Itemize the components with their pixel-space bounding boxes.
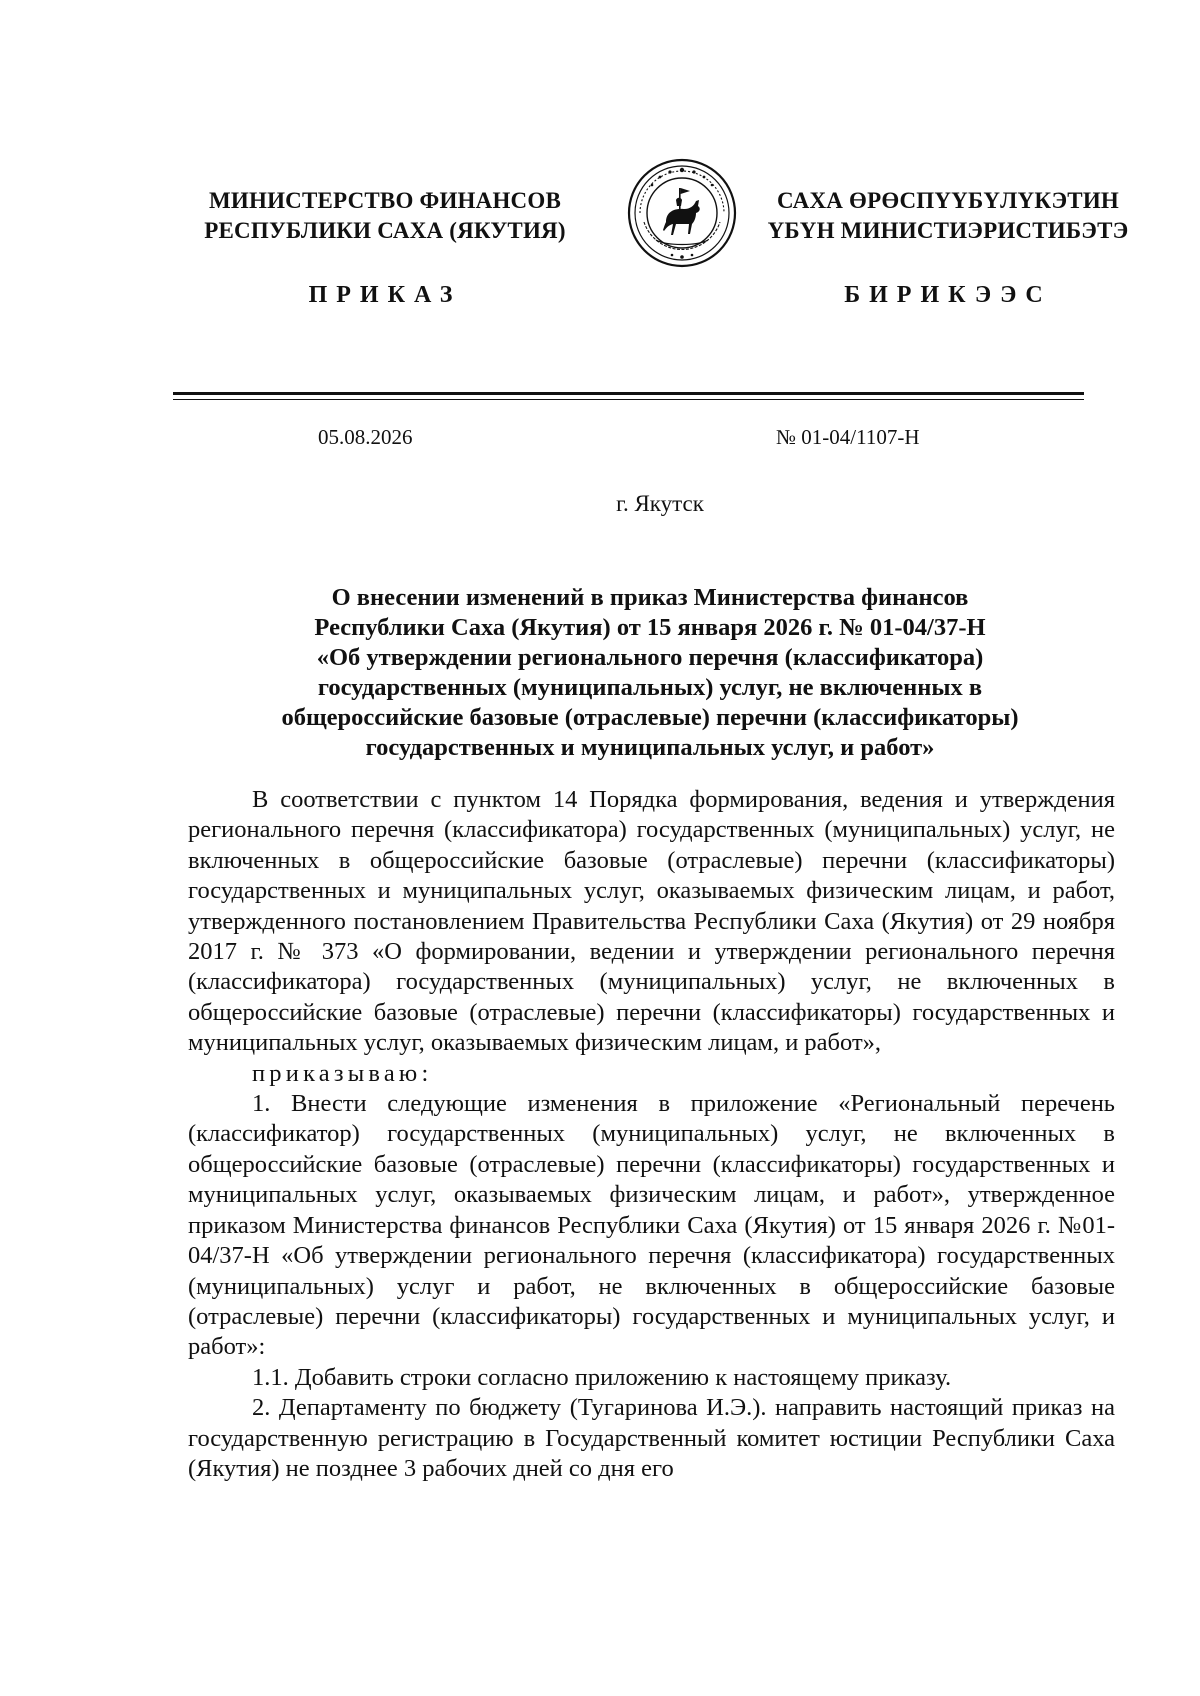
ministry-name-sakha — [758, 186, 1138, 246]
title-line: государственных и муниципальных услуг, и работ» — [365, 734, 935, 761]
document-city: г. Якутск — [616, 491, 704, 516]
order-heading-russian: ПРИКАЗ — [308, 282, 462, 308]
title-line: государственных (муниципальных) услуг, не включенных в — [317, 674, 983, 701]
item-2-paragraph: 2. Департаменту по бюджету (Тугаринова И.Э.). направить настоящий приказ на государственную регистрацию в Государственный комитет юстиции Республики Саха (Якутия) не позднее 3 рабочих дней со дня его — [188, 1394, 1115, 1482]
order-verb: приказываю: — [252, 1059, 433, 1087]
header-divider-thin — [173, 399, 1084, 400]
header-divider-thick — [173, 392, 1084, 395]
ministry-name-russian — [150, 186, 620, 246]
title-line: «Об утверждении регионального перечня (классификатора) — [316, 644, 984, 671]
order-heading-sakha: БИРИКЭЭС — [844, 282, 1052, 308]
title-line: общероссийские базовые (отраслевые) перечни (классификаторы) — [281, 704, 1019, 731]
item-1-paragraph: 1. Внести следующие изменения в приложение «Региональный перечень (классификатор) государственных (муниципальных) услуг, не включенных в общероссийские базовые (отраслевые) перечни (классификаторы) государственных и муниципальных услуг, оказываемых физическим лицам, и работ», утвержденное приказом Министерства финансов Республики Саха (Якутия) от 15 января 2026 г. №01-04/37-Н «Об утверждении регионального перечня (классификатора) государственных (муниципальных) услуг и работ, не включенных в общероссийские базовые (отраслевые) перечни (классификаторы) государственных и муниципальных услуг, и работ»: — [188, 1090, 1115, 1361]
ministry-ru-line-2: РЕСПУБЛИКИ САХА (ЯКУТИЯ) — [204, 218, 566, 243]
document-date: 05.08.2026 — [318, 425, 413, 449]
preamble-paragraph: В соответствии с пунктом 14 Порядка формирования, ведения и утверждения регионального перечня (классификатора) государственных (муниципальных) услуг, не включенных в общероссийские базовые (отраслевые) перечни (классификаторы) государственных и муниципальных услуг, оказываемых физическим лицам, и работ, утвержденного постановлением Правительства Республики Саха (Якутия) от 29 ноября 2017 г. № 373 «О формировании, ведении и утверждении регионального перечня (классификатора) государственных (муниципальных) услуг, не включенных в общероссийские базовые (отраслевые) перечни (классификаторы) государственных и муниципальных услуг, оказываемых физическим лицам, и работ», — [188, 786, 1115, 1057]
item-1-1-paragraph: 1.1. Добавить строки согласно приложению к настоящему приказу. — [252, 1363, 952, 1391]
document-number: № 01-04/1107-Н — [776, 425, 920, 449]
document-body — [188, 785, 1115, 1484]
document-title — [150, 583, 1150, 763]
ministry-ru-line-1: МИНИСТЕРСТВО ФИНАНСОВ — [208, 188, 561, 213]
coat-of-arms-sakha-icon — [626, 156, 738, 270]
ministry-sakha-line-1: САХА ӨРӨСПҮҮБҮЛҮКЭТИН — [776, 188, 1120, 213]
ministry-sakha-line-2: ҮБҮН МИНИСТИЭРИСТИБЭТЭ — [767, 218, 1129, 243]
title-line: О внесении изменений в приказ Министерства финансов — [331, 584, 969, 611]
title-line: Республики Саха (Якутия) от 15 января 2026 г. № 01-04/37-Н — [314, 614, 986, 641]
